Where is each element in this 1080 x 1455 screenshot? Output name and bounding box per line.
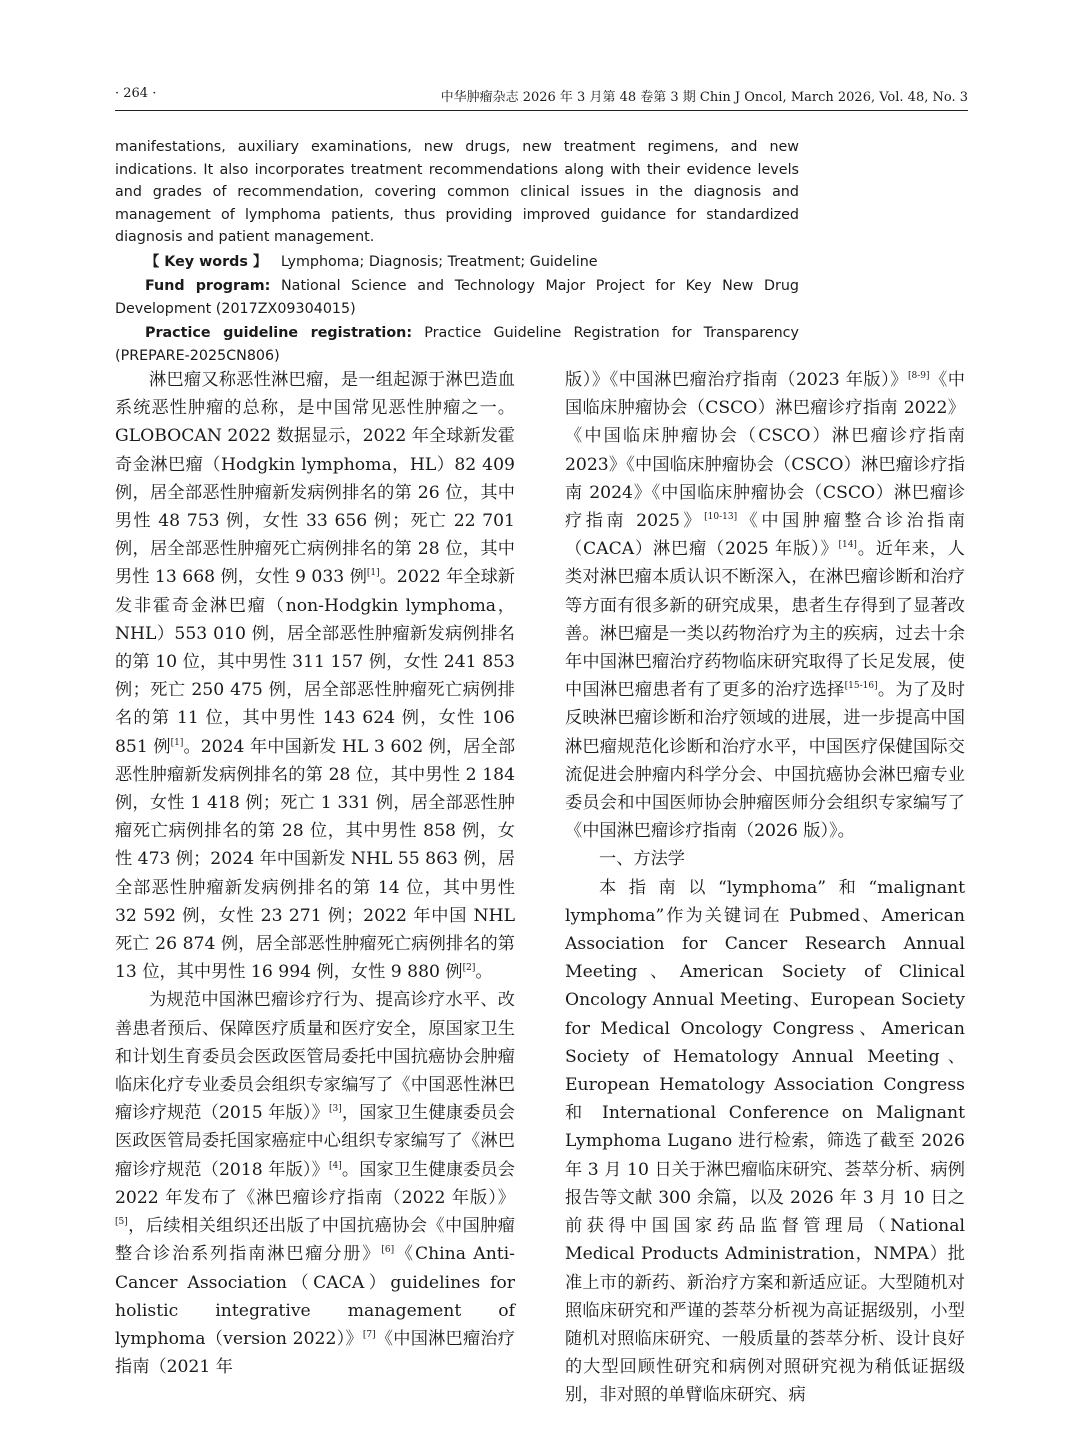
header-rule: [115, 110, 968, 111]
citation-ref[interactable]: [4]: [329, 1160, 342, 1171]
text-run: 。2024 年中国新发 HL 3 602 例，居全部恶性肿瘤新发病例排名的第 28 位，其中男性 2 184 例，女性 1 418 例；死亡 1 331 例，居全部恶性肿瘤死亡病例排名的第 28 位，其中男性 858 例，女性 473 例；2024 年中国新发 NHL 55 863 例，居全部恶性肿瘤新发病例排名的第 14 位，其中男性 32 592 例，女性 23 271 例；2022 年中国 NHL 死亡 26 874 例，居全部恶性肿瘤死亡病例排名的第 13 位，其中男性 16 994 例，女性 9 880 例: [115, 736, 516, 983]
text-run: 版）》《中国淋巴瘤治疗指南（2023 年版）》: [565, 370, 909, 390]
methodology-paragraph: 本指南以“lymphoma”和“malignant lymphoma”作为关键词在 Pubmed、American Association for Cancer Research Annual Meeting、American Society of Clinical Oncology Annual Meeting、European Society for Medical Oncology Congress、American Society of Hematology Annual Meeting、European Hematology Association Congress 和 International Conference on Malignant Lymphoma Lugano 进行检索，筛选了截至 2026 年 3 月 10 日关于淋巴瘤临床研究、荟萃分析、病例报告等文献 300 余篇，以及 2026 年 3 月 10 日之前获得中国国家药品监督管理局（National Medical Products Administration，NMPA）批准上市的新药、新治疗方案和新适应证。大型随机对照临床研究和严谨的荟萃分析视为高证据级别，小型随机对照临床研究、一般质量的荟萃分析、设计良好的大型回顾性研究和病例对照研究视为稍低证据级别，非对照的单臂临床研究、病: [565, 877, 965, 1406]
text-run: 《中国临床肿瘤协会（CSCO）淋巴瘤诊疗指南 2022》《中国临床肿瘤协会（CSCO）淋巴瘤诊疗指南 2023》《中国临床肿瘤协会（CSCO）淋巴瘤诊疗指南 2024》《中国临床肿瘤协会（CSCO）淋巴瘤诊疗指南 2025》: [565, 370, 965, 532]
keywords: Lymphoma; Diagnosis; Treatment; Guideline: [280, 253, 598, 270]
text-run: 。国家卫生健康委员会 2022 年发布了《淋巴瘤诊疗指南（2022 年版）》: [115, 1159, 515, 1208]
text-run: 《中国肿瘤整合诊治指南（CACA）淋巴瘤（2025 年版）》: [565, 511, 965, 560]
continued-paragraph: [565, 366, 965, 845]
abstract-block: [115, 136, 799, 367]
citation-ref[interactable]: [5]: [115, 1217, 128, 1228]
citation-ref[interactable]: [14]: [838, 540, 857, 551]
citation-ref[interactable]: [10-13]: [704, 512, 738, 523]
citation-ref[interactable]: [1]: [170, 737, 184, 748]
text-run: 《中国淋巴瘤治疗指南（2021 年: [115, 1328, 515, 1378]
guideline-registration: [115, 322, 799, 367]
left-column: [115, 366, 515, 1381]
right-column: [565, 366, 965, 1410]
section-heading-methodology: 一、方法学: [599, 849, 685, 870]
text-run: 。2022 年全球新发非霍奇金淋巴瘤（non-Hodgkin lymphoma，NHL）553 010 例，居全部恶性肿瘤新发病例排名的第 10 位，其中男性 311 157 例，女性 241 853 例；死亡 250 475 例，居全部恶性肿瘤死亡病例排名的第 11 位，其中男性 143 624 例，女性 106 851 例: [115, 567, 515, 757]
fund-label: Fund program:: [145, 278, 271, 294]
running-header: [115, 86, 968, 108]
registration-label: Practice guideline registration:: [145, 325, 413, 341]
text-run: ，后续相关组织还出版了中国抗癌协会《中国肿瘤整合诊治系列指南淋巴瘤分册》: [115, 1216, 515, 1265]
text-run: 。为了及时反映淋巴瘤诊断和治疗领域的进展，进一步提高中国淋巴瘤规范化诊断和治疗水平，中国医疗保健国际交流促进会肿瘤内科学分会、中国抗癌协会淋巴瘤专业委员会和中国医师协会肿瘤医师分会组织专家编写了《中国淋巴瘤诊疗指南（2026 版）》。: [565, 680, 965, 842]
text-run: 。近年来，人类对淋巴瘤本质认识不断深入，在淋巴瘤诊断和治疗等方面有很多新的研究成果，患者生存得到了显著改善。淋巴瘤是一类以药物治疗为主的疾病，过去十余年中国淋巴瘤治疗药物临床研究取得了长足发展，使中国淋巴瘤患者有了更多的治疗选择: [565, 539, 965, 701]
page-number: · 264 ·: [115, 86, 157, 101]
citation-ref[interactable]: [1]: [366, 568, 380, 579]
text-run: 。: [475, 962, 493, 983]
abstract-text: manifestations, auxiliary examinations, new drugs, new treatment regimens, and new indications. It also incorporates treatment recommendations along with their evidence levels and grades of recommendation, covering common clinical issues in the diagnosis and management of lymphoma patients, thus providing improved guidance for standardized diagnosis and patient management.: [115, 139, 799, 245]
fund-text: National Science and Technology Major Project for Key New Drug Development (2017ZX09304015): [115, 278, 799, 317]
citation-ref[interactable]: [8-9]: [908, 371, 930, 381]
history-paragraph: [115, 986, 515, 1381]
citation-ref[interactable]: [6]: [381, 1245, 395, 1256]
text-run: ，国家卫生健康委员会医政医管局委托国家癌症中心组织专家编写了《淋巴瘤诊疗规范（2018 年版）》: [115, 1103, 515, 1180]
citation-ref[interactable]: [7]: [362, 1329, 376, 1340]
journal-citation: 中华肿瘤杂志 2026 年 3 月第 48 卷第 3 期 Chin J Oncol, March 2026, Vol. 48, No. 3: [440, 90, 968, 105]
citation-ref[interactable]: [2]: [462, 963, 476, 974]
intro-paragraph: [115, 366, 515, 986]
citation-ref[interactable]: [15-16]: [844, 681, 878, 692]
keywords-line: [115, 251, 799, 274]
registration-text: Practice Guideline Registration for Transparency (PREPARE-2025CN806): [115, 325, 800, 364]
keywords-label: 【 Key words 】: [145, 253, 268, 270]
text-run: 《China Anti-Cancer Association（CACA）guidelines for holistic integrative management of lymphoma（version 2022）》: [115, 1244, 515, 1349]
citation-ref[interactable]: [3]: [329, 1104, 342, 1115]
fund-program: [115, 275, 799, 320]
text-run: 为规范中国淋巴瘤诊疗行为、提高诊疗水平、改善患者预后、保障医疗质量和医疗安全，原国家卫生和计划生育委员会医政医管局委托中国抗癌协会肿瘤临床化疗专业委员会组织专家编写了《中国恶性淋巴瘤诊疗规范（2015 年版）》: [115, 990, 515, 1124]
text-run: 淋巴瘤又称恶性淋巴瘤，是一组起源于淋巴造血系统恶性肿瘤的总称，是中国常见恶性肿瘤之一。GLOBOCAN 2022 数据显示，2022 年全球新发霍奇金淋巴瘤（Hodgkin lymphoma，HL）82 409 例，居全部恶性肿瘤新发病例排名的第 26 位，其中男性 48 753 例，女性 33 656 例；死亡 22 701 例，居全部恶性肿瘤死亡病例排名的第 28 位，其中男性 13 668 例，女性 9 033 例: [115, 370, 515, 588]
